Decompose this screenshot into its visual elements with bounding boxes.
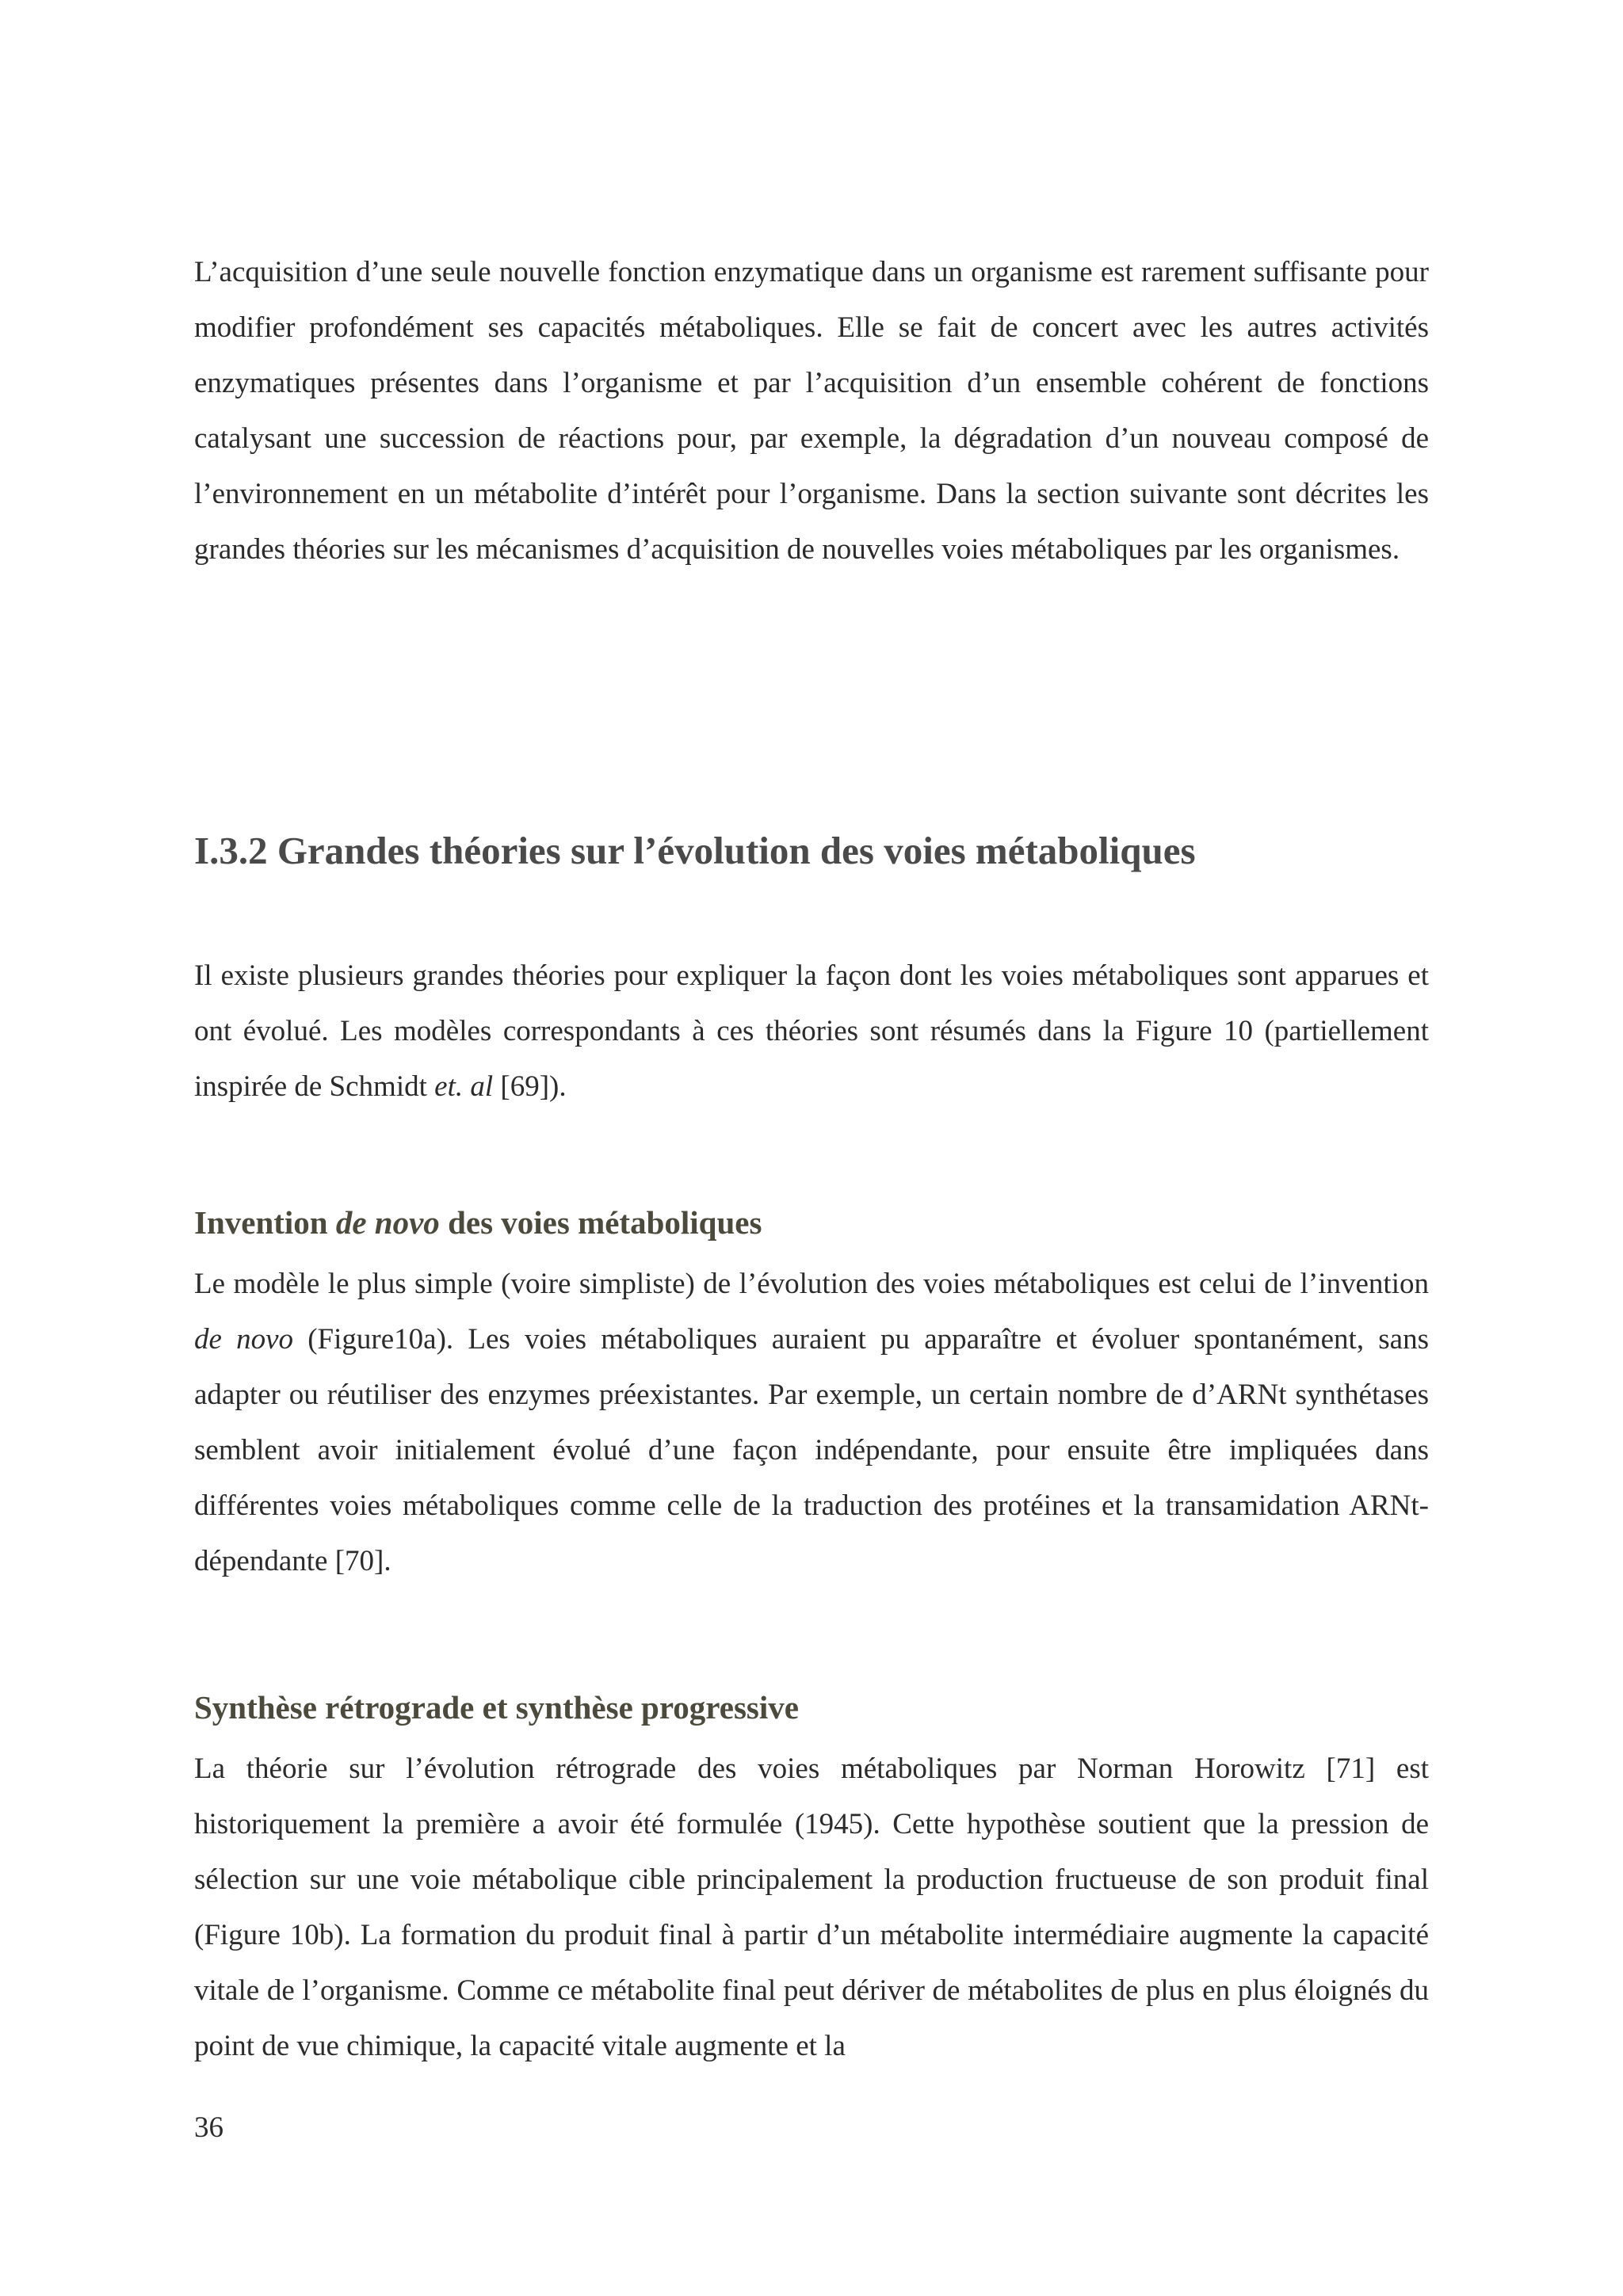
subsection-heading: [194, 1203, 1429, 1242]
text-span: (Figure10a). Les voies métaboliques auraient pu apparaître et évoluer spontanément, sans adapter ou réutiliser des enzymes préexistantes. Par exemple, un certain nombre de d’ARNt synthétases semblent avoir initialement évolué d’une façon indépendante, pour ensuite être impliquées dans différentes voies métaboliques comme celle de la traduction des protéines et la transamidation ARNt-dépendante [70].: [194, 1323, 1429, 1577]
heading-italic-span: de novo: [335, 1204, 440, 1241]
subsection-de-novo: [194, 1203, 1429, 1589]
section-heading: I.3.2 Grandes théories sur l’évolution des voies métaboliques: [194, 829, 1196, 872]
paragraph-intro: [194, 245, 1429, 578]
italic-span: et. al: [434, 1070, 494, 1103]
paragraph-text: L’acquisition d’une seule nouvelle fonction enzymatique dans un organisme est rarement suffisante pour modifier profondément ses capacités métaboliques. Elle se fait de concert avec les autres activités enzymatiques présentes dans l’organisme et par l’acquisition d’un ensemble cohérent de fonctions catalysant une succession de réactions pour, par exemple, la dégradation d’un nouveau composé de l’environnement en un métabolite d’intérêt pour l’organisme. Dans la section suivante sont décrites les grandes théories sur les mécanismes d’acquisition de nouvelles voies métaboliques par les organismes.: [194, 256, 1429, 566]
paragraph-text: [194, 1257, 1429, 1589]
subsection-heading: Synthèse rétrograde et synthèse progressive: [194, 1689, 799, 1726]
text-span: [69]).: [493, 1070, 567, 1103]
paragraph-theories: [194, 948, 1429, 1115]
text-span: Il existe plusieurs grandes théories pour expliquer la façon dont les voies métaboliques sont apparues et ont évolué. Les modèles correspondants à ces théories sont résumés dans la Figure 10 (partiellement inspirée de Schmidt: [194, 959, 1429, 1103]
paragraph-text: [194, 948, 1429, 1115]
page-number: 36: [194, 2111, 223, 2144]
italic-span: de novo: [194, 1323, 294, 1356]
heading-span: Invention: [194, 1204, 336, 1241]
subsection-retrograde: [194, 1688, 1429, 2074]
heading-span: des voies métaboliques: [439, 1204, 762, 1241]
text-span: Le modèle le plus simple (voire simpliste) de l’évolution des voies métaboliques est celui de l’invention: [194, 1268, 1429, 1300]
paragraph-text: La théorie sur l’évolution rétrograde des voies métaboliques par Norman Horowitz [71] est historiquement la première a avoir été formulée (1945). Cette hypothèse soutient que la pression de sélection sur une voie métabolique cible principalement la production fructueuse de son produit final (Figure 10b). La formation du produit final à partir d’un métabolite intermédiaire augmente la capacité vitale de l’organisme. Comme ce métabolite final peut dériver de métabolites de plus en plus éloignés du point de vue chimique, la capacité vitale augmente et la: [194, 1753, 1429, 2062]
